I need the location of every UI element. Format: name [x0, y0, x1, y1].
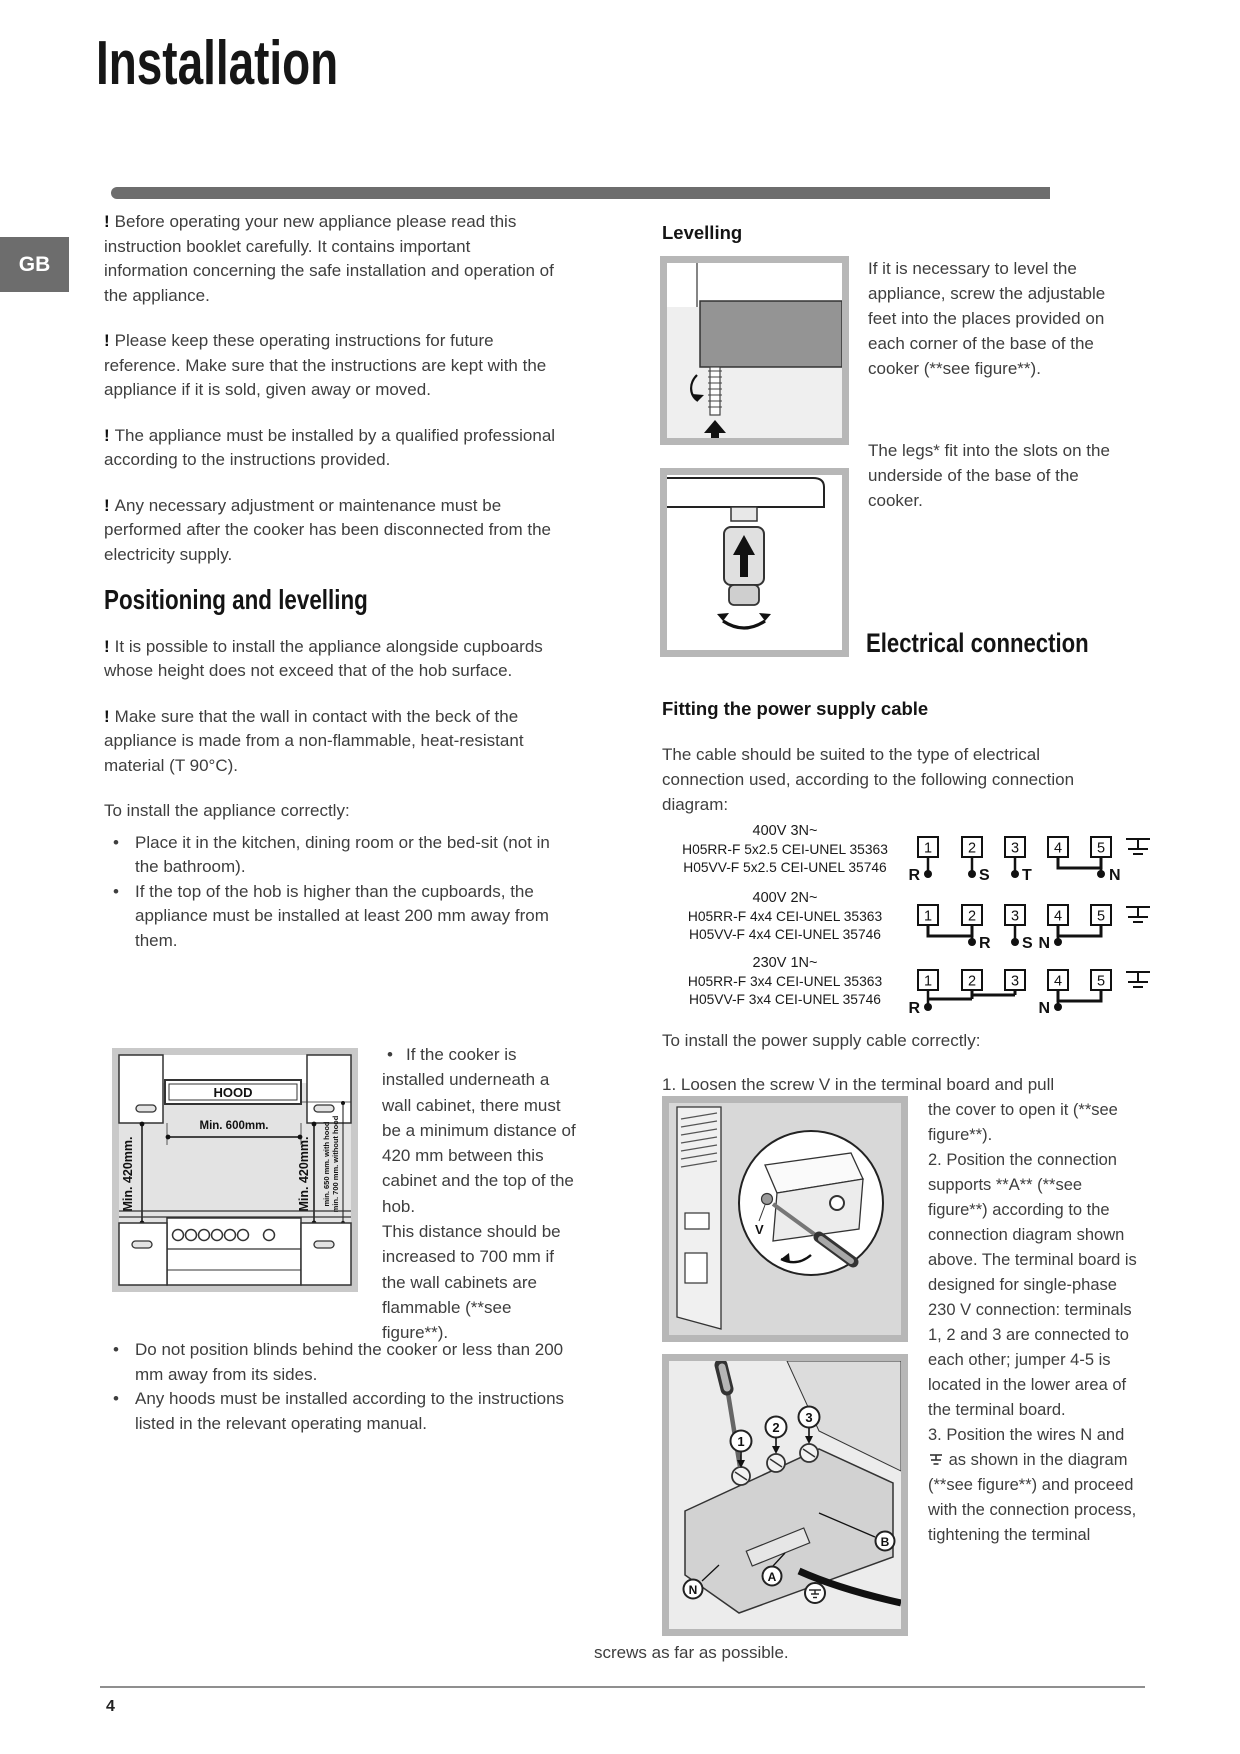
terminal-number: 4	[1053, 973, 1063, 990]
svg-text:A: A	[767, 1570, 777, 1584]
step-3-text: 3. Position the wires N and	[928, 1426, 1125, 1444]
base-cabinet-right	[301, 1223, 351, 1285]
warning-mark: !	[104, 706, 110, 726]
min-height-right-label: Min. 420mm.	[297, 1136, 311, 1212]
cabinet-handle	[132, 1241, 152, 1248]
steps-column	[928, 1098, 1142, 1548]
warning-mark: !	[104, 636, 110, 656]
wire-label: N	[1038, 935, 1050, 952]
list-item: • If the top of the hob is higher than the cupboards, the appliance must be installed at least 200 mm away from them.	[104, 880, 556, 954]
list-item: • Any hoods must be installed according to the instructions listed in the relevant operating manual.	[104, 1387, 570, 1436]
earth-icon	[928, 1453, 944, 1466]
terminal-number: 5	[1096, 840, 1106, 857]
levelling-paragraph-1: If it is necessary to level the appliance, screw the adjustable feet into the places provided on each corner of the base of the cooker (**see figure**).	[868, 259, 1106, 378]
terminal-number: 1	[923, 840, 933, 857]
levelling-leg-drawing	[667, 475, 842, 650]
levelling-leg-figure	[660, 468, 849, 657]
wire-label: S	[1022, 935, 1033, 952]
cable-spec: H05RR-F 3x4 CEI-UNEL 35363	[687, 973, 883, 989]
screwdriver-icon	[727, 1387, 740, 1467]
cabinet-handle	[314, 1105, 334, 1112]
cable-spec: H05RR-F 4x4 CEI-UNEL 35363	[687, 908, 883, 924]
cable-spec: H05VV-F 4x4 CEI-UNEL 35746	[689, 927, 881, 942]
terminal-number: 4	[1053, 840, 1063, 857]
wire-label: N	[1109, 867, 1121, 884]
positioning-paragraph	[104, 705, 556, 779]
without-hood-label: min. 700 mm. without hood	[331, 1115, 340, 1213]
step-1: 1. Loosen the screw V in the terminal board and pull	[662, 1075, 1055, 1094]
intro-paragraph	[104, 329, 556, 403]
wall-cabinet-right	[307, 1055, 351, 1123]
positioning-paragraph	[104, 635, 556, 684]
cabinet-clearance-note	[382, 1042, 578, 1346]
terminal-number: 1	[923, 973, 933, 990]
paragraph-text: The appliance must be installed by a qualified professional according to the instructions provided.	[104, 425, 556, 469]
left-column	[104, 210, 556, 953]
page-number: 4	[106, 1698, 115, 1715]
intro-paragraph	[104, 424, 556, 473]
connection-diagram-400v3n	[906, 832, 1156, 888]
connection-labels-400v3n	[660, 822, 910, 878]
screw-v-label: V	[755, 1222, 764, 1237]
terminal-board-figure	[662, 1354, 908, 1636]
fitting-subheading: Fitting the power supply cable	[662, 698, 929, 719]
page-title: Installation	[96, 29, 339, 98]
list-item: • Do not position blinds behind the cooker or less than 200 mm away from its sides.	[104, 1338, 570, 1387]
wall-cabinet-left	[119, 1055, 163, 1123]
terminal-number: 5	[1096, 973, 1106, 990]
terminal-number: 3	[1010, 908, 1020, 925]
warning-mark: !	[104, 425, 110, 445]
svg-text:2: 2	[772, 1420, 780, 1435]
svg-text:B: B	[880, 1535, 890, 1549]
terminal-number: 4	[1053, 908, 1063, 925]
wire-label: R	[979, 935, 991, 952]
step-1-continued: the cover to open it (**see figure**).	[928, 1101, 1118, 1144]
note-bullet: • If the cooker is installed underneath a wall cabinet, there must be a minimum distance of 420 mm between this cabinet and the top of the hob.	[382, 1042, 578, 1219]
terminal-number: 5	[1096, 908, 1106, 925]
paragraph-text: It is possible to install the appliance alongside cupboards whose height does not exceed that of the hob surface.	[104, 636, 543, 680]
screw-v	[762, 1194, 773, 1205]
list-item: • Place it in the kitchen, dining room or the bed-sit (not in the bathroom).	[104, 831, 556, 880]
cable-spec: H05RR-F 5x2.5 CEI-UNEL 35363	[682, 841, 888, 857]
levelling-paragraph-2: The legs* fit into the slots on the underside of the base of the cooker.	[868, 441, 1110, 510]
connection-labels-230v1n	[660, 954, 910, 1010]
install-bullet-list	[104, 831, 556, 954]
levelling-heading: Levelling	[662, 222, 743, 243]
earth-icon	[1126, 839, 1150, 854]
terminal-number: 2	[967, 973, 977, 990]
cable-spec: H05VV-F 5x2.5 CEI-UNEL 35746	[683, 860, 887, 875]
language-tab	[0, 237, 69, 292]
up-arrow-icon	[704, 420, 726, 433]
voltage-label: 230V 1N~	[752, 955, 818, 971]
cable-intro: The cable should be suited to the type of electrical connection used, according to the following connection diagram:	[662, 745, 1075, 814]
paragraph-text: Please keep these operating instructions for future reference. Make sure that the instructions are kept with the appliance if it is sold, given away or moved.	[104, 331, 547, 399]
intro-paragraph	[104, 494, 556, 568]
terminal-number: 2	[967, 840, 977, 857]
voltage-label: 400V 3N~	[752, 823, 818, 839]
note-continuation: This distance should be increased to 700 mm if the wall cabinets are flammable (**see figure**).	[382, 1222, 561, 1343]
terminal-number: 3	[1010, 840, 1020, 857]
language-tab-label: GB	[18, 252, 51, 276]
paragraph-text: Before operating your new appliance please read this instruction booklet carefully. It contains important information concerning the safe installation and operation of the appliance.	[104, 212, 554, 305]
warning-mark: !	[104, 212, 110, 231]
svg-text:1: 1	[737, 1434, 745, 1449]
terminal-board-drawing	[669, 1361, 901, 1629]
svg-text:3: 3	[805, 1410, 813, 1425]
terminal-number: 3	[1010, 973, 1020, 990]
earth-icon	[1126, 972, 1150, 987]
terminal-number: 1	[923, 908, 933, 925]
step-3-text: as shown in the diagram (**see figure**) and proceed with the connection process, tightening the terminal	[928, 1451, 1137, 1544]
terminal-cover-figure	[662, 1096, 908, 1342]
levelling-foot-figure	[660, 256, 849, 445]
cabinet-handle	[314, 1241, 334, 1248]
terminal-number: 2	[967, 908, 977, 925]
connection-diagram-400v2n	[906, 900, 1156, 956]
levelling-foot-drawing	[667, 263, 842, 438]
connection-diagram-230v1n	[906, 965, 1156, 1021]
svg-text:N: N	[688, 1583, 698, 1597]
paragraph-text: Make sure that the wall in contact with the beck of the appliance is made from a non-flammable, heat-resistant material (T 90°C).	[104, 706, 524, 775]
step-2: 2. Position the connection supports **A** (**see figure**) according to the connection diagram shown above. The terminal board is designed for single-phase 230 V connection: terminals 1, 2 and 3 are connected to each other; jumper 4-5 is located in the lower area of the terminal board.	[928, 1151, 1137, 1419]
min-height-left-label: Min. 420mm.	[121, 1136, 135, 1212]
wire-label: N	[1038, 1000, 1050, 1017]
wire-label: R	[908, 867, 920, 884]
hood-label: HOOD	[213, 1085, 253, 1100]
title-rule	[111, 187, 1050, 199]
earth-icon	[1126, 907, 1150, 922]
install-intro: To install the appliance correctly:	[104, 801, 350, 820]
min-width-label: Min. 600mm.	[199, 1120, 269, 1132]
warning-mark: !	[104, 495, 110, 515]
wire-label: R	[908, 1000, 920, 1017]
cable-install-intro: To install the power supply cable correctly:	[662, 1031, 981, 1050]
clearance-diagram	[112, 1048, 358, 1292]
earth-callout	[805, 1583, 825, 1603]
wire-label: S	[979, 867, 990, 884]
intro-paragraph	[104, 210, 556, 308]
closing-line: screws as far as possible.	[594, 1643, 789, 1662]
wire-label: T	[1022, 867, 1032, 884]
footer-rule	[100, 1686, 1145, 1688]
warning-mark: !	[104, 331, 110, 350]
with-hood-label: min. 650 mm. with hood	[322, 1121, 331, 1207]
terminal-cover-drawing	[669, 1103, 901, 1335]
base-cabinet-left	[119, 1223, 167, 1285]
cable-spec: H05VV-F 3x4 CEI-UNEL 35746	[689, 992, 881, 1007]
final-bullet-list	[104, 1338, 570, 1436]
rotate-arrow-icon	[723, 621, 765, 628]
step-3	[928, 1423, 1142, 1548]
adjustable-foot-screw	[710, 367, 720, 415]
connection-labels-400v2n	[660, 889, 910, 945]
voltage-label: 400V 2N~	[752, 890, 818, 906]
cooker	[167, 1218, 301, 1285]
section-heading-positioning: Positioning and levelling	[104, 584, 368, 615]
cabinet-handle	[136, 1105, 156, 1112]
paragraph-text: Any necessary adjustment or maintenance must be performed after the cooker has been disconnected from the electricity supply.	[104, 495, 551, 564]
electrical-heading: Electrical connection	[866, 628, 1089, 658]
